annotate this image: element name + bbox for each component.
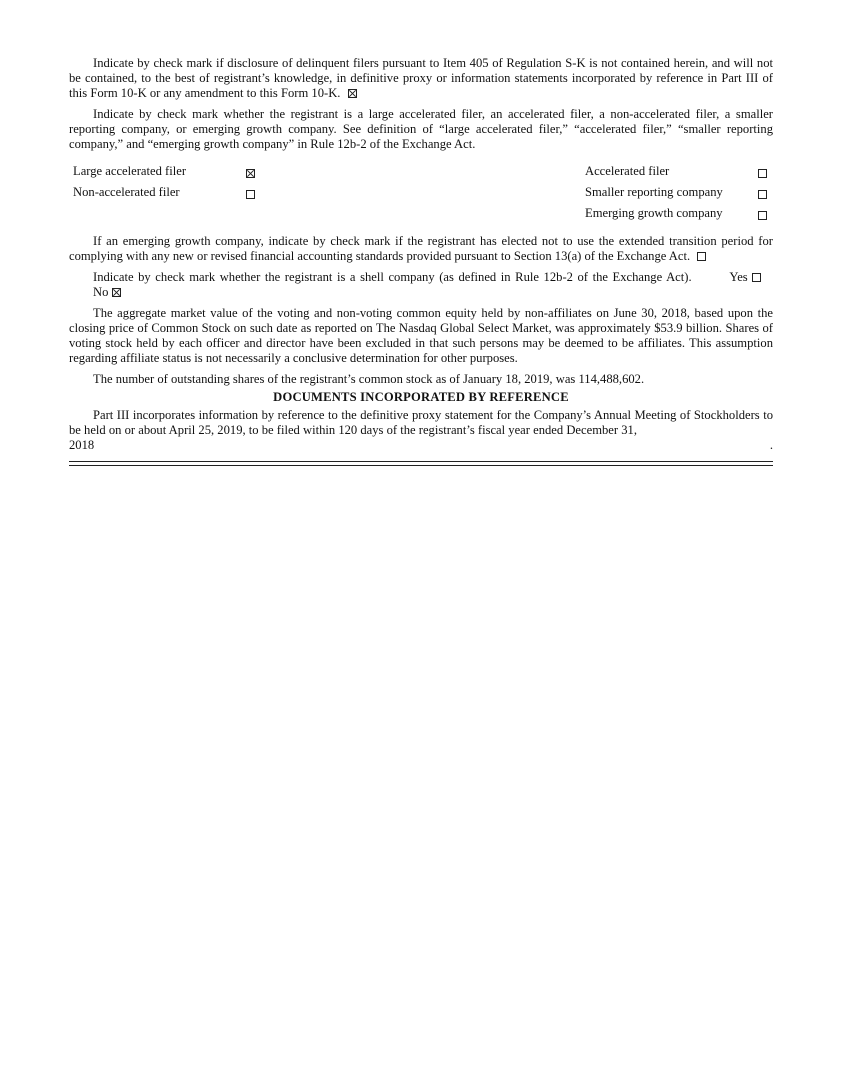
- shell-company-no-label: No: [93, 285, 109, 299]
- emerging-growth-election-text: If an emerging growth company, indicate by check mark if the registrant has elected not to use the extended transition period for complying with any new or revised financial accounting standards provided pursuant to Section 13(a) of the Exchange Act.: [69, 234, 773, 263]
- shell-company-text: Indicate by check mark whether the registrant is a shell company (as defined in Rule 12b-2 of the Exchange Act).: [93, 270, 692, 284]
- non-accelerated-filer-label: Non-accelerated filer: [73, 185, 180, 199]
- non-accelerated-filer-checkbox[interactable]: [246, 190, 255, 199]
- form-10k-cover-continuation: [69, 56, 773, 466]
- filer-status-table: [69, 164, 773, 224]
- outstanding-shares-paragraph: The number of outstanding shares of the registrant’s common stock as of January 18, 2019, was 114,488,602.: [93, 372, 645, 386]
- rule-line-top: [69, 461, 773, 462]
- documents-incorporated-year-line: [69, 438, 773, 453]
- documents-period: .: [769, 438, 773, 452]
- emerging-growth-election-paragraph: [69, 234, 773, 264]
- shell-company-yes-checkbox[interactable]: [752, 273, 761, 282]
- emerging-growth-company-checkbox[interactable]: [758, 211, 767, 220]
- documents-incorporated-paragraph: Part III incorporates information by reference to the definitive proxy statement for the Company’s Annual Meeting of Stockholders to be held on or about April 25, 2019, to be filed within 120 days of the registrant’s fiscal year ended December 31,: [69, 408, 773, 437]
- emerging-growth-election-checkbox[interactable]: [697, 252, 706, 261]
- documents-incorporated-heading: DOCUMENTS INCORPORATED BY REFERENCE: [273, 390, 569, 404]
- smaller-reporting-company-checkbox[interactable]: [758, 190, 767, 199]
- delinquent-filers-text: Indicate by check mark if disclosure of delinquent filers pursuant to Item 405 of Regulation S-K is not contained herein, and will not be contained, to the best of registrant’s knowledge, in definitive proxy or information statements incorporated by reference in Part III of this Form 10-K or any amendment to this Form 10-K.: [69, 56, 773, 100]
- delinquent-filers-paragraph: [69, 56, 773, 101]
- double-rule-divider: [69, 461, 773, 466]
- large-accelerated-filer-label: Large accelerated filer: [73, 164, 187, 178]
- delinquent-filers-checkbox[interactable]: [348, 89, 357, 98]
- rule-line-bottom: [69, 465, 773, 466]
- documents-year: 2018: [69, 438, 95, 452]
- large-accelerated-filer-checkbox[interactable]: [246, 169, 255, 178]
- smaller-reporting-company-label: Smaller reporting company: [585, 185, 723, 199]
- filer-status-intro: Indicate by check mark whether the registrant is a large accelerated filer, an accelerated filer, a non-accelerated filer, a smaller reporting company, or emerging growth company. See definition of “large accelerated filer,” “accelerated filer,” “smaller reporting company,” and “emerging growth company” in Rule 12b-2 of the Exchange Act.: [69, 107, 773, 151]
- shell-company-yes-label: Yes: [729, 270, 748, 284]
- accelerated-filer-label: Accelerated filer: [585, 164, 670, 178]
- emerging-growth-company-label: Emerging growth company: [585, 206, 723, 220]
- accelerated-filer-checkbox[interactable]: [758, 169, 767, 178]
- market-value-paragraph: The aggregate market value of the voting and non-voting common equity held by non-affiliates on June 30, 2018, based upon the closing price of Common Stock on such date as reported on The Nasdaq Global Select Market, was approximately $53.9 billion. Shares of voting stock held by each officer and director have been excluded in that such persons may be deemed to be affiliates. This assumption regarding affiliate status is not necessarily a conclusive determination for other purposes.: [69, 306, 773, 365]
- shell-company-no-checkbox[interactable]: [112, 288, 121, 297]
- shell-company-paragraph: [69, 270, 773, 300]
